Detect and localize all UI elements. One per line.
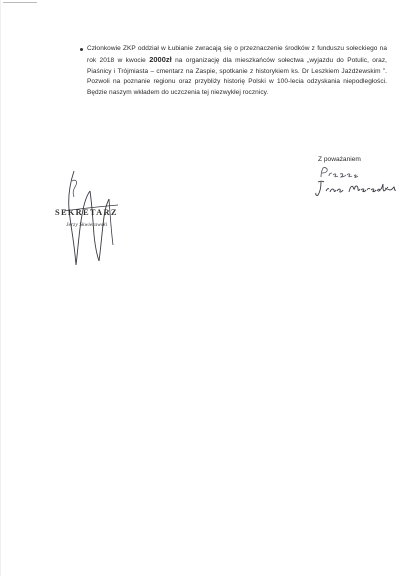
secretary-signature-scribble <box>52 169 124 269</box>
stamp-name: Jerzy Skwierawski <box>66 222 108 228</box>
bullet-dot-icon <box>80 48 83 51</box>
request-paragraph <box>87 44 387 99</box>
closing-greeting: Z poważaniem <box>318 156 361 163</box>
amount-text: 2000zł <box>149 54 172 64</box>
handwritten-name-signature <box>312 178 404 200</box>
paragraph-text-1: Członkowie ZKP oddział w Łubianie zwracają się o przeznaczenie środków z funduszu sołeckiego na rok 2018 w kwocie <box>87 45 387 64</box>
scan-mark <box>3 2 37 3</box>
request-paragraph-block <box>87 44 387 99</box>
stamp-title: SEKRETARZ <box>55 208 118 217</box>
paragraph-text-2: na organizację dla mieszkańców sołectwa „wyjazdu do Potulic, oraz, Piaśnicy i Trójmiasta – cmentarz na Zaspie, spotkanie z historykiem ks. Dr Leszkiem Jażdżewskim ”. Pozwoli na poznanie regionu oraz przybliży historię Polski w 100-lecia odzyskania niepodległości. Będzie naszym wkładem do uczczenia tej niezwykłej rocznicy. <box>87 56 387 97</box>
